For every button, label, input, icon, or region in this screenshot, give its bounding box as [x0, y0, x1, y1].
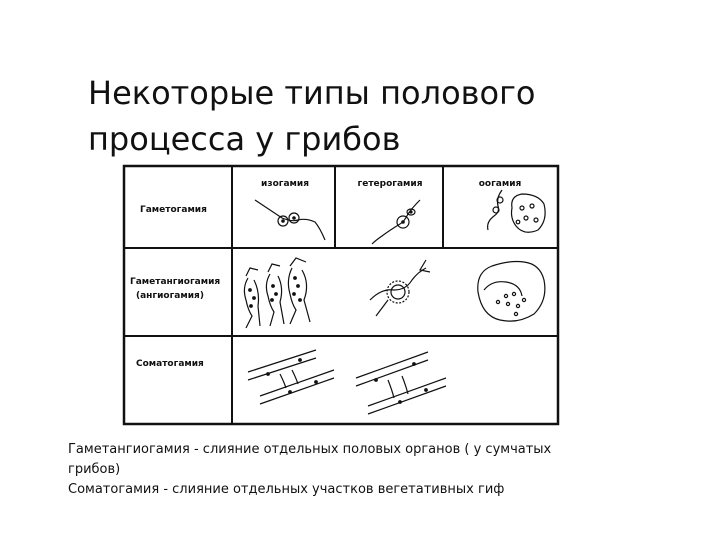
gametangiogamy-illustration-2 [370, 260, 430, 316]
somatogamy-illustration-1 [248, 350, 334, 404]
row-label-angiogamy: (ангиогамия) [136, 291, 204, 301]
sexual-process-diagram [120, 160, 562, 430]
title-line-2: процесса у грибов [88, 120, 401, 158]
column-header-heterogamy: гетерогамия [357, 179, 423, 189]
row-label-somatogamy: Соматогамия [136, 359, 204, 369]
somatogamy-illustration-2 [356, 352, 446, 414]
slide-title [88, 70, 648, 162]
column-header-oogamy: оогамия [478, 179, 522, 189]
caption-line-1: Гаметангиогамия - слияние отдельных половых органов ( у сумчатых [68, 442, 552, 457]
caption-line-2: грибов) [68, 462, 121, 477]
caption-line-3: Соматогамия - слияние отдельных участков вегетативных гиф [68, 482, 505, 497]
row-label-gametogamy: Гаметогамия [140, 205, 207, 215]
gametangiogamy-illustration-3 [478, 262, 545, 322]
gametangiogamy-illustration-1 [244, 258, 310, 328]
isogamy-illustration [255, 200, 325, 240]
title-line-1: Некоторые типы полового [88, 74, 536, 112]
oogamy-illustration [488, 190, 546, 232]
column-header-isogamy: изогамия [261, 179, 309, 189]
row-label-gametangiogamy: Гаметангиогамия [130, 277, 221, 287]
caption [68, 440, 628, 500]
heterogamy-illustration [372, 200, 420, 244]
